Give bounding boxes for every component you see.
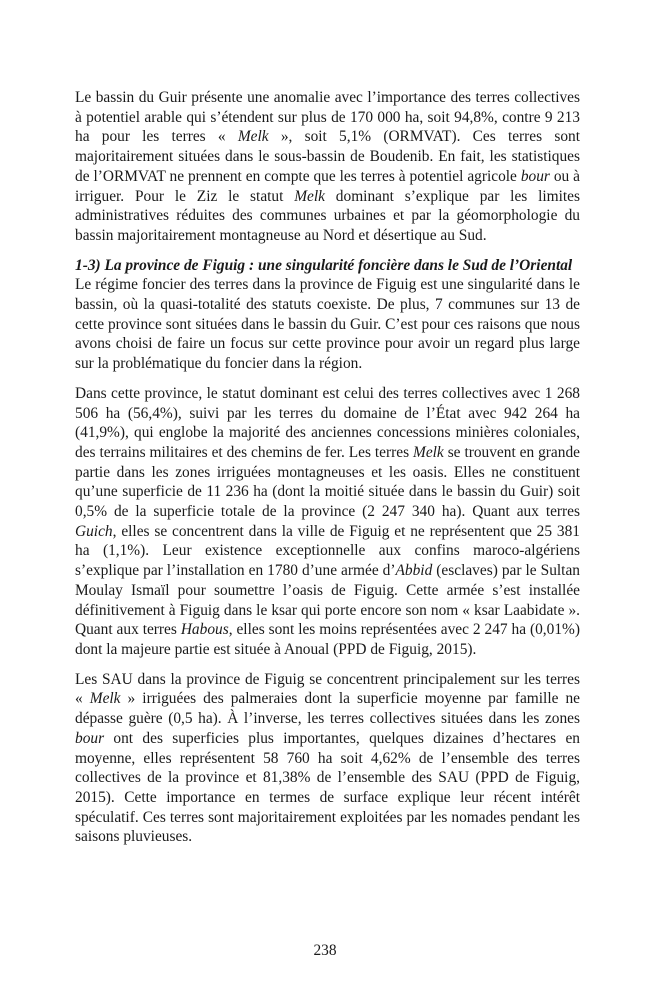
text-run: » irriguées des palmeraies dont la superficie moyenne par famille ne dépasse guère (0,5 ha). À l’inverse, les terres collectives situées dans les zones <box>75 690 580 728</box>
text-run: , elles sont les moins représentées avec 2 247 ha (0,01%) dont la majeure partie est située à Anoual (PPD de Figuig, 2015). <box>75 621 580 658</box>
paragraph-figuig-sau <box>75 670 580 847</box>
text-run: dominant s’explique par les limites administratives réduites des communes urbaines et par la géomorphologie du bassin majoritairement montagneuse au Nord et désertique au Sud. <box>75 187 580 244</box>
italic-term: Habous <box>180 621 229 639</box>
page-body <box>75 88 580 847</box>
text-run: Les SAU dans la province de Figuig se concentrent principalement sur les terres « <box>75 670 580 708</box>
italic-term: bour <box>75 729 105 747</box>
italic-term: bour <box>520 167 550 185</box>
text-run: ont des superficies plus importantes, quelques dizaines d’hectares en moyenne, elles représentent 58 760 ha soit 4,62% de l’ensemble des terres collectives de la province et 81,38% de l’ensemble des SAU (PPD de Figuig, 2015). Cette importance en termes de surface explique leur récent intérêt spéculatif. Ces terres sont majoritairement exploitées par les nomades pendant les saisons pluvieuses. <box>75 729 580 846</box>
section-heading: 1-3) La province de Figuig : une singularité foncière dans le Sud de l’Oriental <box>75 256 573 274</box>
paragraph-guir-anomaly <box>75 88 580 246</box>
italic-term: Melk <box>237 128 269 146</box>
italic-term: Melk <box>413 443 444 461</box>
text-run: se trouvent en grande partie dans les zones irriguées montagneuses et les oasis. Elles ne constituent qu’une superficie de 11 236 ha (dont la moitié située dans le bassin du Guir) soit 0,5% de la superficie totale de la province (2 247 340 ha). Quant aux terres <box>75 443 580 521</box>
text-run: ou à irriguer. Pour le Ziz le statut <box>75 167 580 205</box>
text-run: Le régime foncier des terres dans la province de Figuig est une singularité dans le bassin, où la quasi-totalité des statuts coexiste. De plus, 7 communes sur 13 de cette province sont situées dans le bassin du Guir. C’est pour ces raisons que nous avons choisi de faire un focus sur cette province pour avoir un regard plus large sur la problématique du foncier dans la région. <box>75 276 580 373</box>
paragraph-figuig-statuses <box>75 384 580 660</box>
italic-term: Melk <box>294 187 325 205</box>
paragraph-figuig-regime <box>75 275 580 374</box>
text-run: , elles se concentrent dans la ville de Figuig et ne représentent que 25 381 ha (1,1%). Leur existence exceptionnelle aux confins maroco-algériens s’explique par l’installation en 1780 d’une armée d’ <box>75 522 580 580</box>
text-run: Le bassin du Guir présente une anomalie avec l’importance des terres collectives à potentiel arable qui s’étendent sur plus de 170 000 ha, soit 94,8%, contre 9 213 ha pour les terres « <box>75 89 580 146</box>
italic-term: Abbid <box>395 562 433 580</box>
text-run: (esclaves) par le Sultan Moulay Ismaïl pour soumettre l’oasis de Figuig. Cette armée s’est installée définitivement à Figuig dans le ksar qui porte encore son nom « ksar Laabidate ». Quant aux terres <box>75 562 580 639</box>
page-number: 238 <box>313 942 337 959</box>
text-run: », soit 5,1% (ORMVAT). Ces terres sont majoritairement situées dans le sous-bassin de Boudenib. En fait, les statistiques de l’ORMVAT ne prennent en compte que les terres à potentiel agricole <box>75 128 581 185</box>
italic-term: Guich <box>75 522 113 540</box>
text-run: Dans cette province, le statut dominant est celui des terres collectives avec 1 268 506 ha (56,4%), suivi par les terres du domaine de l’État avec 942 264 ha (41,9%), qui englobe la majorité des anciennes concessions minières coloniales, des terrains militaires et des chemins de fer. Les terres <box>75 384 580 461</box>
italic-term: Melk <box>89 690 121 708</box>
